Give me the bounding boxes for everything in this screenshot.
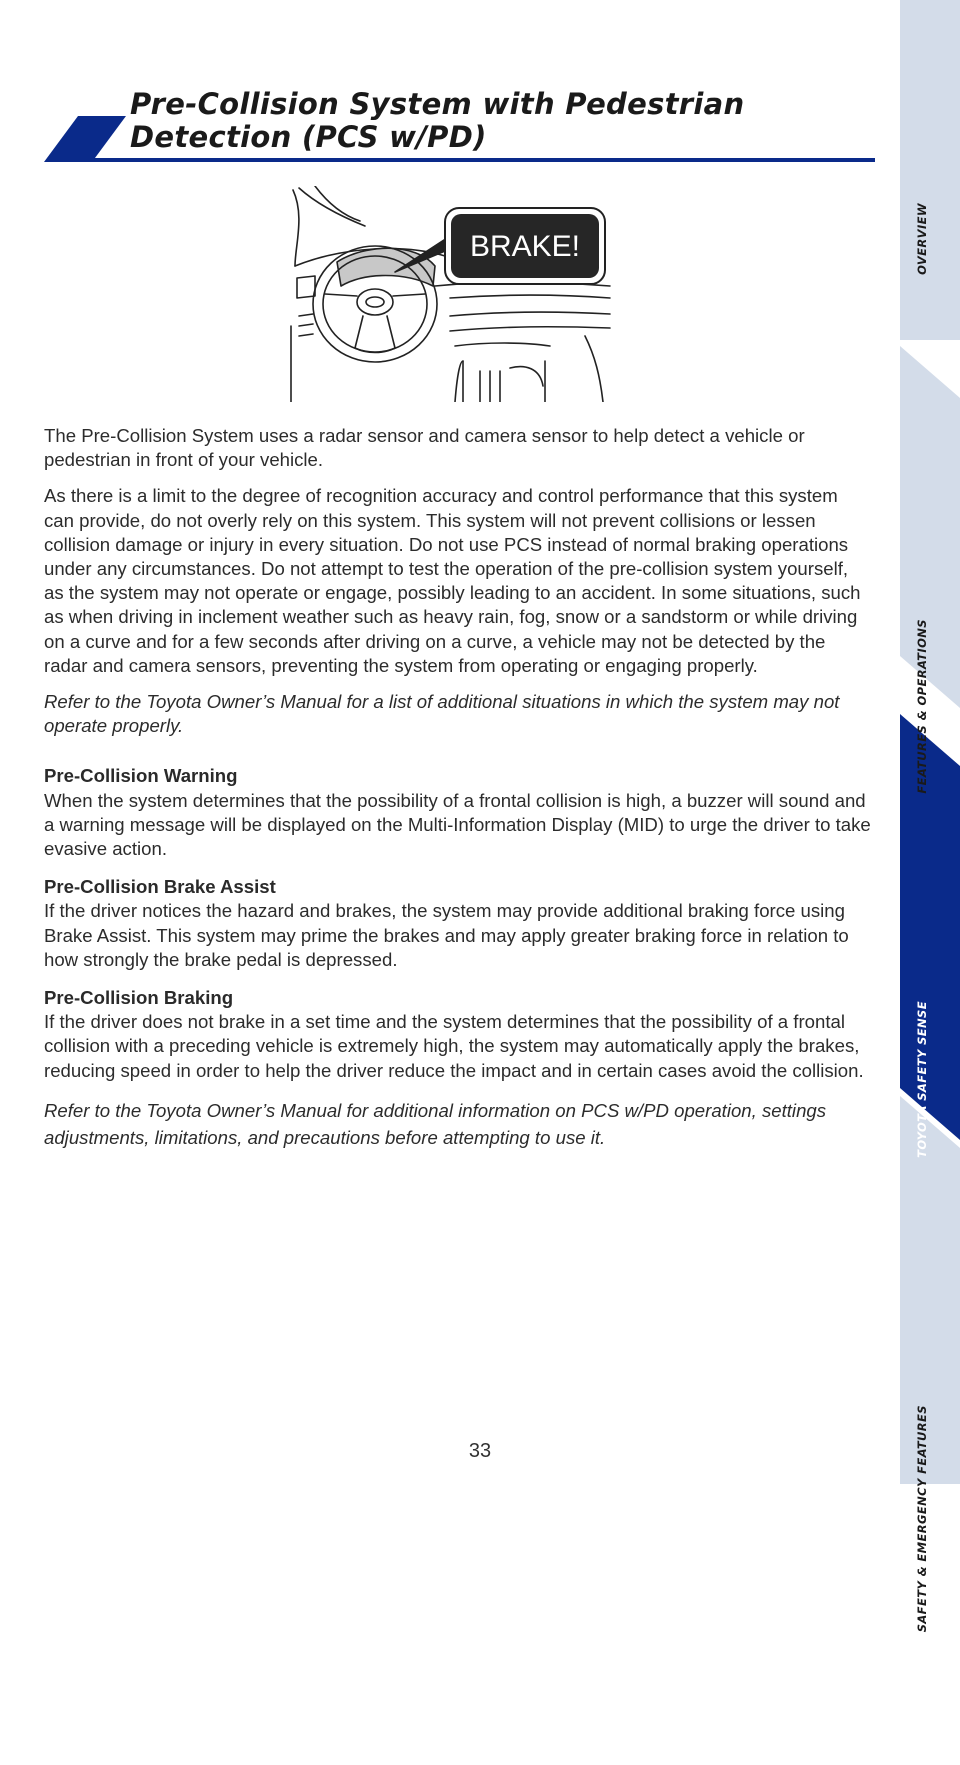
page-title-line2: Detection (PCS w/PD) [130,120,487,154]
page-title [130,88,744,154]
feature-pre-collision-braking [44,986,872,1083]
tab-safety-emergency-features[interactable]: SAFETY & EMERGENCY FEATURES [915,1405,929,1633]
main-content [44,424,872,1163]
tab-bg-safety-sense[interactable] [900,714,960,1140]
feature-text: If the driver notices the hazard and brakes, the system may provide additional braking force using Brake Assist. This system may prime the brakes and may apply greater braking force in relation to how strongly the brake pedal is depressed. [44,900,849,970]
feature-title: Pre-Collision Warning [44,765,238,787]
tab-features-operations[interactable]: FEATURES & OPERATIONS [915,619,929,794]
side-tabs-background [900,0,960,1484]
brake-callout-text: BRAKE! [469,230,581,263]
tab-bg-overview[interactable] [900,0,960,340]
feature-text: When the system determines that the possibility of a frontal collision is high, a buzzer will sound and a warning message will be displayed on the Multi-Information Display (MID) to urge the driver to take evasive action. [44,789,871,860]
section-side-tabs [900,0,960,1633]
tab-overview[interactable]: OVERVIEW [915,203,929,275]
intro-paragraph: The Pre-Collision System uses a radar sensor and camera sensor to help detect a vehicle or pedestrian in front of your vehicle. [44,425,805,471]
feature-title: Pre-Collision Braking [44,987,234,1009]
final-note: Refer to the Toyota Owner’s Manual for additional information on PCS w/PD operation, settings adjustments, limitations, and precautions before attempting to use it. [44,1099,827,1148]
refer-note: Refer to the Toyota Owner’s Manual for a list of additional situations in which the system may not operate properly. [44,691,840,737]
tab-toyota-safety-sense[interactable]: TOYOTA SAFETY SENSE [915,1001,929,1158]
tab-bg-features[interactable] [900,346,960,708]
dashboard-illustration [285,186,615,402]
limitations-paragraph: As there is a limit to the degree of recognition accuracy and control performance that this system can provide, do not overly rely on this system. This system will not prevent collisions or lessen collision damage or injury in every situation. Do not use PCS instead of normal braking operations under any circumstances. Do not attempt to test the operation of the pre-collision system yourself, as the system may not operate or engage, possibly leading to an accident. In some situations, such as when driving in inclement weather such as heavy rain, fog, snow or a sandstorm or while driving on a curve and for a few seconds after driving on a curve, a vehicle may not be detected by the radar and camera sensors, preventing the system from operating or engaging properly. [44,485,861,676]
page-number: 33 [468,1440,492,1462]
tab-bg-emergency[interactable] [900,1096,960,1484]
feature-pre-collision-brake-assist [44,875,872,972]
page-title-line1: Pre-Collision System with Pedestrian [130,87,745,121]
feature-pre-collision-warning [44,764,872,861]
feature-title: Pre-Collision Brake Assist [44,876,276,898]
feature-text: If the driver does not brake in a set time and the system determines that the possibility of a frontal collision with a preceding vehicle is extremely high, the system may automatically apply the brakes, reducing speed in order to help the driver reduce the impact and in certain cases avoid the collision. [44,1011,864,1081]
